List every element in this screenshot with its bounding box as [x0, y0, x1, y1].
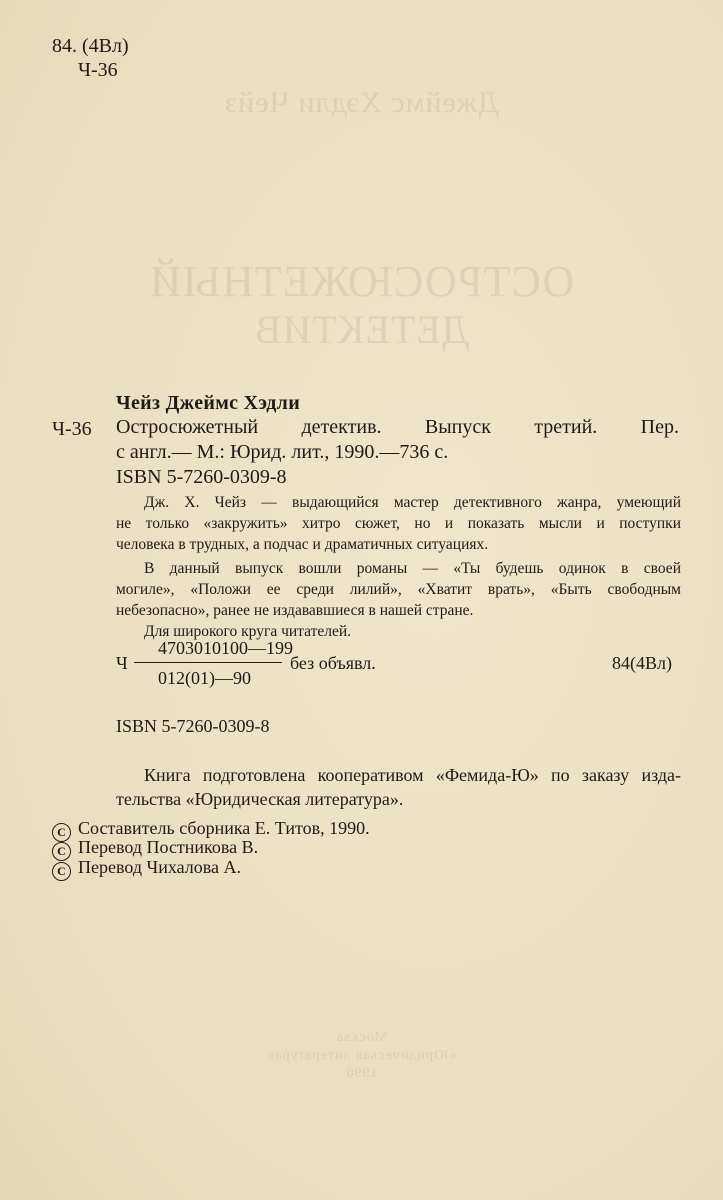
copyright-text: Перевод Чихалова А. [78, 857, 241, 877]
bleed-through-text: ДЕТЕКТИВ [253, 307, 470, 352]
annotation-paragraph-2 [116, 558, 681, 642]
bleed-through-text: Москва [335, 1030, 388, 1045]
bbk-classification-right: 84(4Вл) [612, 653, 672, 673]
copyright-icon: C [52, 842, 71, 861]
fraction-line [134, 662, 282, 663]
isbn-repeat: ISBN 5-7260-0309-8 [116, 716, 270, 736]
annotation-line: небезопасно», ранее не издававшиеся в нашей стране. [116, 602, 474, 619]
annotation-line: не только «закружить» хитро сюжет, но и показать мысли и поступки [116, 515, 681, 532]
preparation-line: Книга подготовлена кооперативом «Фемида-Ю» по заказу изда- [144, 765, 681, 785]
copyright-text: Составитель сборника Е. Титов, 1990. [78, 818, 370, 838]
preparation-note [116, 763, 681, 811]
copyright-icon: C [52, 823, 71, 842]
author-code-mid: Ч-36 [52, 418, 92, 440]
annotation-paragraph-1 [116, 492, 681, 555]
copyright-translator-2 [52, 857, 241, 881]
price-note: без объявл. [290, 653, 376, 673]
annotation-line: могиле», «Положи ее среди лилий», «Хватит врать», «Быть свободным [116, 581, 681, 598]
annotation-line: Дж. Х. Чейз — выдающийся мастер детективного жанра, умеющий [144, 494, 681, 511]
price-code-letter: Ч [116, 653, 128, 673]
bleed-through-text: ОСТРОСЮЖЕТНЫЙ [148, 257, 575, 306]
annotation-line: В данный выпуск вошли романы — «Ты будешь одинок в своей [144, 560, 681, 577]
imprint-line: с англ.— М.: Юрид. лит., 1990.—736 с. [116, 441, 449, 463]
isbn: ISBN 5-7260-0309-8 [116, 466, 287, 488]
author-heading: Чейз Джеймс Хэдли [116, 392, 301, 414]
bleed-through-text: «Юридическая литература» [266, 1048, 457, 1063]
bleed-through-text: Джеймс Хэдли Чейз [224, 86, 499, 119]
copyright-icon: C [52, 862, 71, 881]
author-code-top: Ч-36 [78, 59, 118, 81]
copyright-text: Перевод Постникова В. [78, 837, 259, 857]
price-code-denominator: 012(01)—90 [158, 668, 251, 688]
audience-line: Для широкого круга читателей. [144, 623, 352, 640]
title-line: Остросюжетный детектив. Выпуск третий. Пер. [116, 416, 679, 438]
bbk-classification-top: 84. (4Вл) [52, 35, 129, 57]
bleed-through-text: 1990 [345, 1066, 378, 1081]
price-code-numerator: 4703010100—199 [158, 638, 293, 658]
annotation-line: человека в трудных, а подчас и драматичных ситуациях. [116, 536, 489, 553]
preparation-line: тельства «Юридическая литература». [116, 789, 404, 809]
